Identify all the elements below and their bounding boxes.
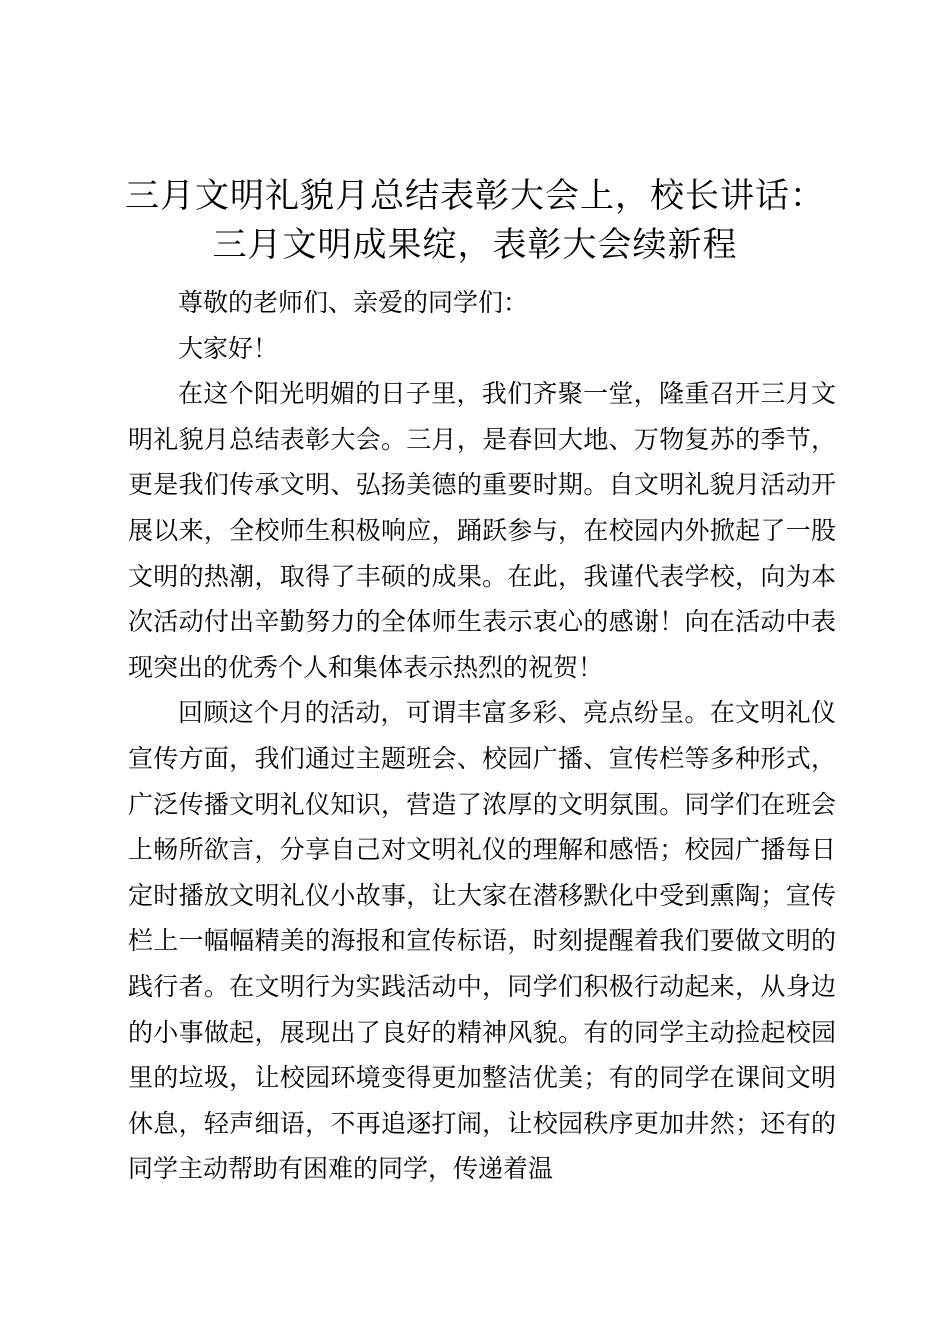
document-body	[128, 280, 836, 1192]
paragraph-1: 在这个阳光明媚的日子里，我们齐聚一堂，隆重召开三月文明礼貌月总结表彰大会。三月，是春回大地、万物复苏的季节，更是我们传承文明、弘扬美德的重要时期。自文明礼貌月活动开展以来，全校师生积极响应，踊跃参与，在校园内外掀起了一股文明的热潮，取得了丰硕的成果。在此，我谨代表学校，向为本次活动付出辛勤努力的全体师生表示衷心的感谢！向在活动中表现突出的优秀个人和集体表示热烈的祝贺！	[128, 379, 836, 682]
paragraph-2: 回顾这个月的活动，可谓丰富多彩、亮点纷呈。在文明礼仪宣传方面，我们通过主题班会、校园广播、宣传栏等多种形式，广泛传播文明礼仪知识，营造了浓厚的文明氛围。同学们在班会上畅所欲言，分享自己对文明礼仪的理解和感悟；校园广播每日定时播放文明礼仪小故事，让大家在潜移默化中受到熏陶；宣传栏上一幅幅精美的海报和宣传标语，时刻提醒着我们要做文明的践行者。在文明行为实践活动中，同学们积极行动起来，从身边的小事做起，展现出了良好的精神风貌。有的同学主动捡起校园里的垃圾，让校园环境变得更加整洁优美；有的同学在课间文明休息，轻声细语，不再追逐打闹，让校园秩序更加井然；还有的同学主动帮助有困难的同学，传递着温	[128, 698, 836, 1184]
document-title-line-2: 三月文明成果绽，表彰大会续新程	[212, 225, 738, 265]
greeting: 大家好！	[178, 333, 279, 363]
document-title-line-1: 三月文明礼貌月总结表彰大会上，校长讲话：	[125, 176, 825, 216]
salutation: 尊敬的老师们、亲爱的同学们：	[178, 288, 529, 317]
